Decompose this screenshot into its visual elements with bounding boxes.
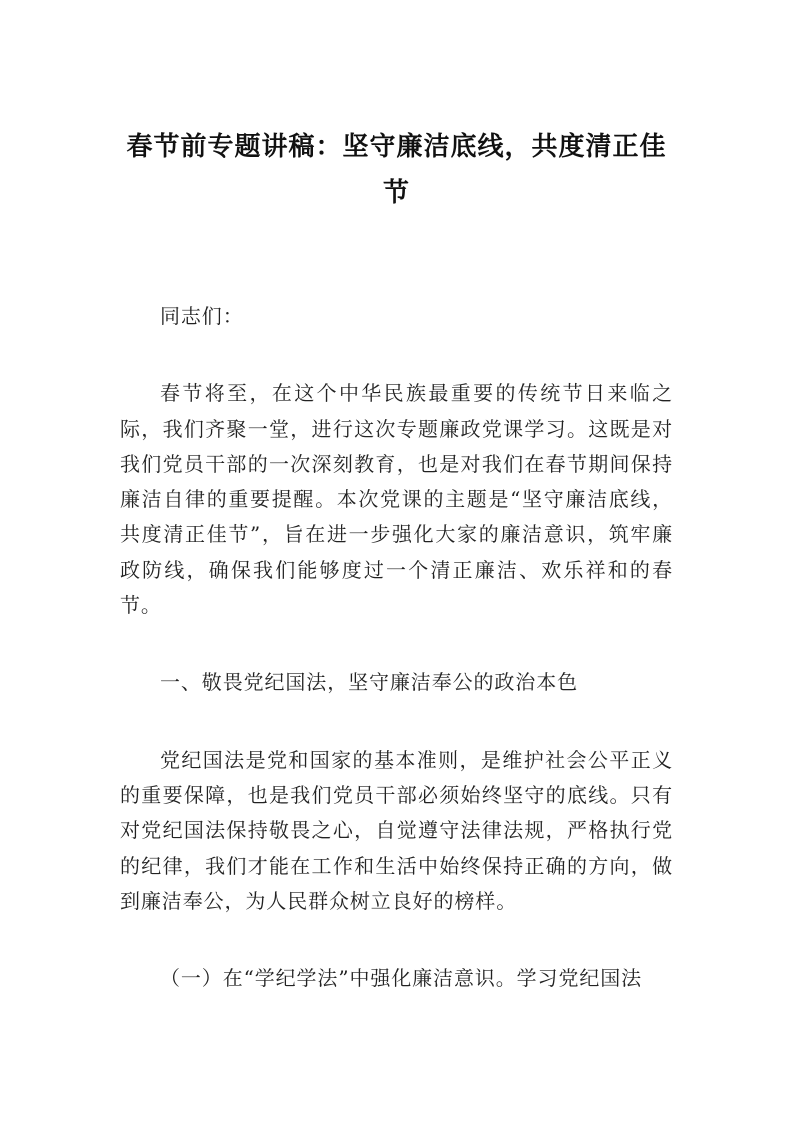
- intro-paragraph: 春节将至，在这个中华民族最重要的传统节日来临之际，我们齐聚一堂，进行这次专题廉政党课学习。这既是对我们党员干部的一次深刻教育，也是对我们在春节期间保持廉洁自律的重要提醒。本次党课的主题是“坚守廉洁底线，共度清正佳节”，旨在进一步强化大家的廉洁意识，筑牢廉政防线，确保我们能够度过一个清正廉洁、欢乐祥和的春节。: [120, 381, 673, 618]
- document-title: 春节前专题讲稿：坚守廉洁底线，共度清正佳节: [126, 132, 667, 208]
- section-body-paragraph: 党纪国法是党和国家的基本准则，是维护社会公平正义的重要保障，也是我们党员干部必须始终坚守的底线。只有对党纪国法保持敬畏之心，自觉遵守法律法规，严格执行党的纪律，我们才能在工作和生活中始终保持正确的方向，做到廉洁奉公，为人民群众树立良好的榜样。: [120, 747, 673, 913]
- greeting-paragraph: 同志们：: [160, 304, 244, 328]
- section-heading: 一、敬畏党纪国法，坚守廉洁奉公的政治本色: [160, 670, 578, 695]
- subsection-paragraph: （一）在“学纪学法”中强化廉洁意识。学习党纪国法: [160, 966, 643, 991]
